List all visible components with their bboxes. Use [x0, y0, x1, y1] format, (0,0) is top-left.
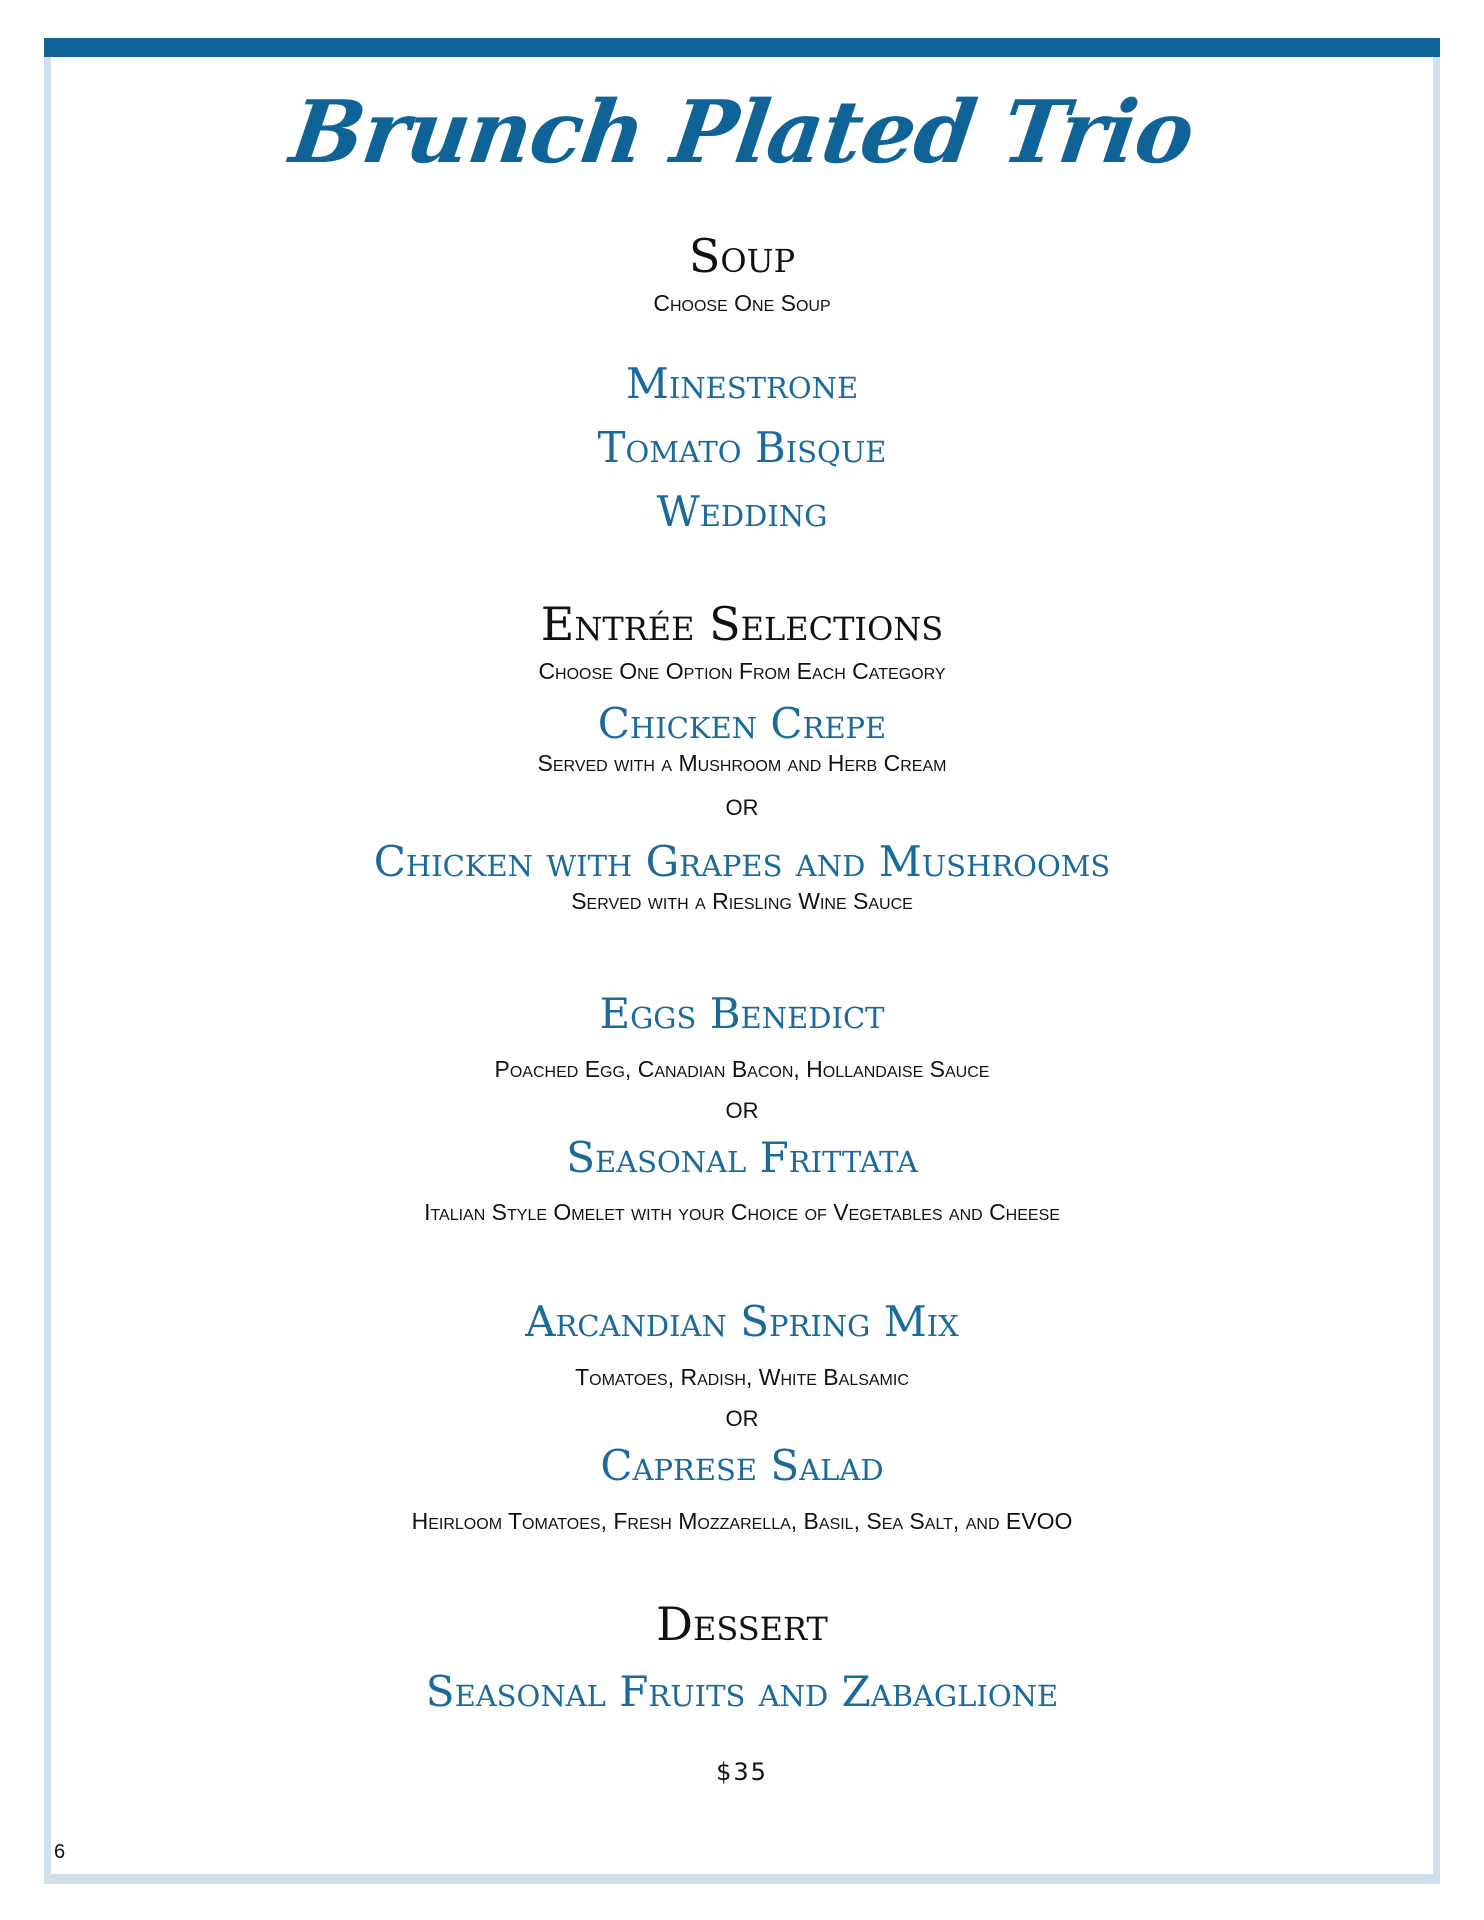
entree-instruction: Choose One Option From Each Category	[538, 658, 946, 684]
entree-option-description: Served with a Riesling Wine Sauce	[571, 888, 913, 914]
menu-title: Brunch Plated Trio	[284, 82, 1200, 183]
dessert-item: Seasonal Fruits and Zabaglione	[425, 1667, 1059, 1716]
or-separator: OR	[725, 1098, 759, 1123]
entree-option-name: Chicken Crepe	[597, 699, 887, 748]
or-separator: OR	[725, 795, 759, 820]
price: $35	[716, 1758, 768, 1786]
dessert-heading: Dessert	[656, 1597, 828, 1651]
entree-option-name: Caprese Salad	[600, 1441, 884, 1490]
entree-option-name: Eggs Benedict	[599, 989, 885, 1038]
soup-instruction: Choose One Soup	[653, 290, 831, 316]
top-accent-bar	[44, 38, 1440, 57]
entree-heading: Entrée Selections	[540, 597, 944, 651]
entree-option-description: Tomatoes, Radish, White Balsamic	[575, 1364, 909, 1390]
or-separator: OR	[725, 1406, 759, 1431]
soup-option: Wedding	[656, 487, 828, 536]
entree-option-name: Chicken with Grapes and Mushrooms	[373, 837, 1111, 886]
soup-option: Tomato Bisque	[597, 423, 887, 472]
entree-option-description: Poached Egg, Canadian Bacon, Hollandaise Sauce	[494, 1056, 990, 1082]
entree-option-name: Arcandian Spring Mix	[525, 1297, 959, 1346]
entree-option-description: Heirloom Tomatoes, Fresh Mozzarella, Basil, Sea Salt, and EVOO	[411, 1508, 1073, 1534]
soup-heading: Soup	[688, 229, 796, 283]
page-number: 6	[54, 1841, 66, 1863]
soup-option: Minestrone	[625, 359, 859, 408]
entree-option-description: Served with a Mushroom and Herb Cream	[537, 750, 947, 776]
entree-option-name: Seasonal Frittata	[566, 1133, 918, 1182]
entree-option-description: Italian Style Omelet with your Choice of Vegetables and Cheese	[424, 1199, 1060, 1225]
